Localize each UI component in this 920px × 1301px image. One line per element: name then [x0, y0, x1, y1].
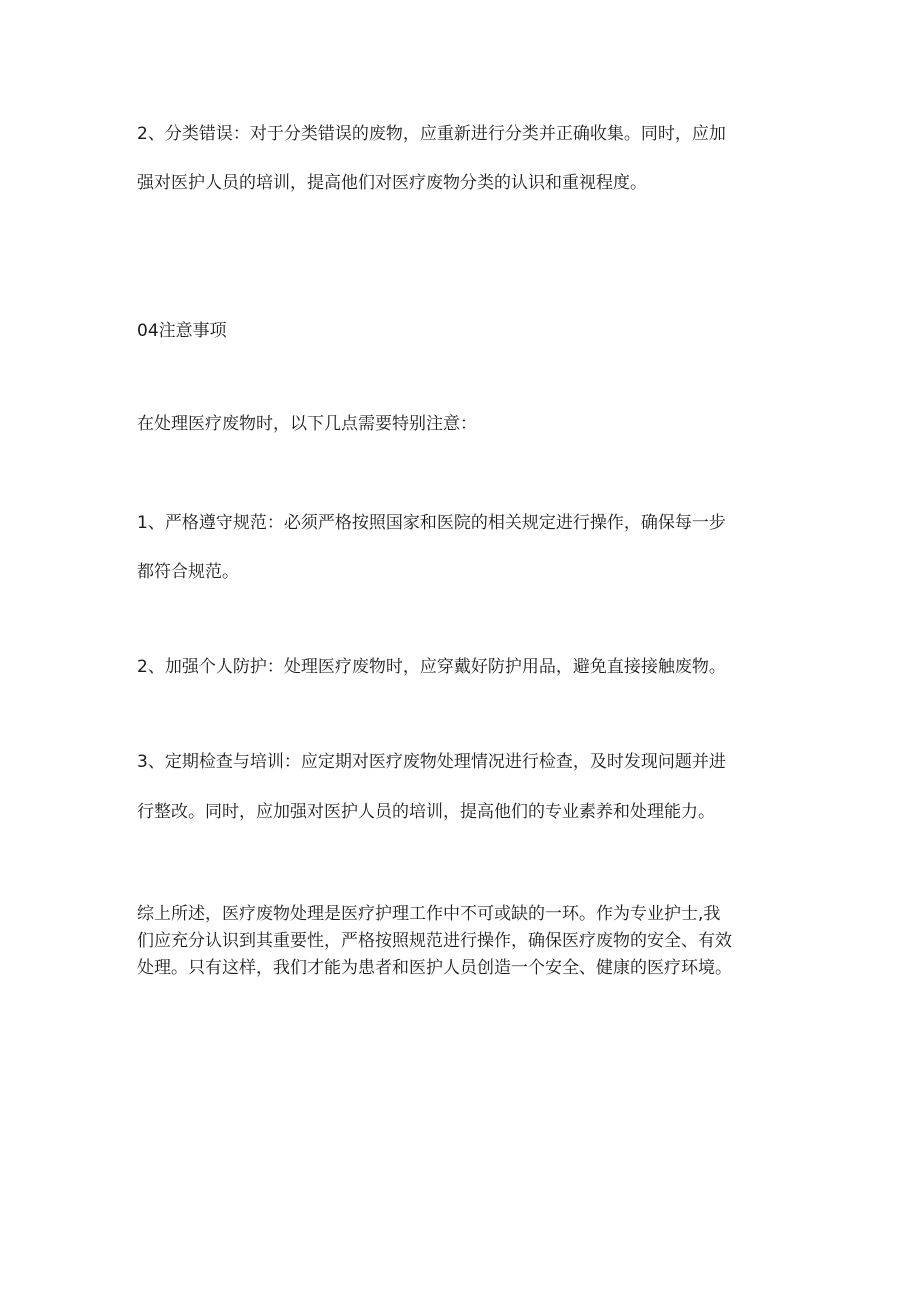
- summary-line-2: 们应充分认识到其重要性，严格按照规范进行操作，确保医疗废物的安全、有效: [137, 931, 732, 951]
- item-3-line-2: 行整改。同时，应加强对医护人员的培训，提高他们的专业素养和处理能力。: [137, 802, 715, 822]
- classification-error-line-1: 2、分类错误：对于分类错误的废物，应重新进行分类并正确收集。同时，应加: [137, 124, 726, 144]
- intro-paragraph: 在处理医疗废物时，以下几点需要特别注意：: [137, 414, 477, 434]
- classification-error-line-2: 强对医护人员的培训，提高他们对医疗废物分类的认识和重视程度。: [137, 173, 647, 193]
- section-heading: 04注意事项: [137, 321, 227, 341]
- summary-line-1: 综上所述，医疗废物处理是医疗护理工作中不可或缺的一环。作为专业护士,我: [137, 904, 721, 924]
- item-3-line-1: 3、定期检查与培训：应定期对医疗废物处理情况进行检查，及时发现问题并进: [137, 752, 726, 772]
- item-2-line-1: 2、加强个人防护：处理医疗废物时，应穿戴好防护用品，避免直接接触废物。: [137, 657, 726, 677]
- item-1-line-1: 1、严格遵守规范：必须严格按照国家和医院的相关规定进行操作，确保每一步: [137, 513, 726, 533]
- summary-line-3: 处理。只有这样，我们才能为患者和医护人员创造一个安全、健康的医疗环境。: [137, 958, 732, 978]
- item-1-line-2: 都符合规范。: [137, 562, 239, 582]
